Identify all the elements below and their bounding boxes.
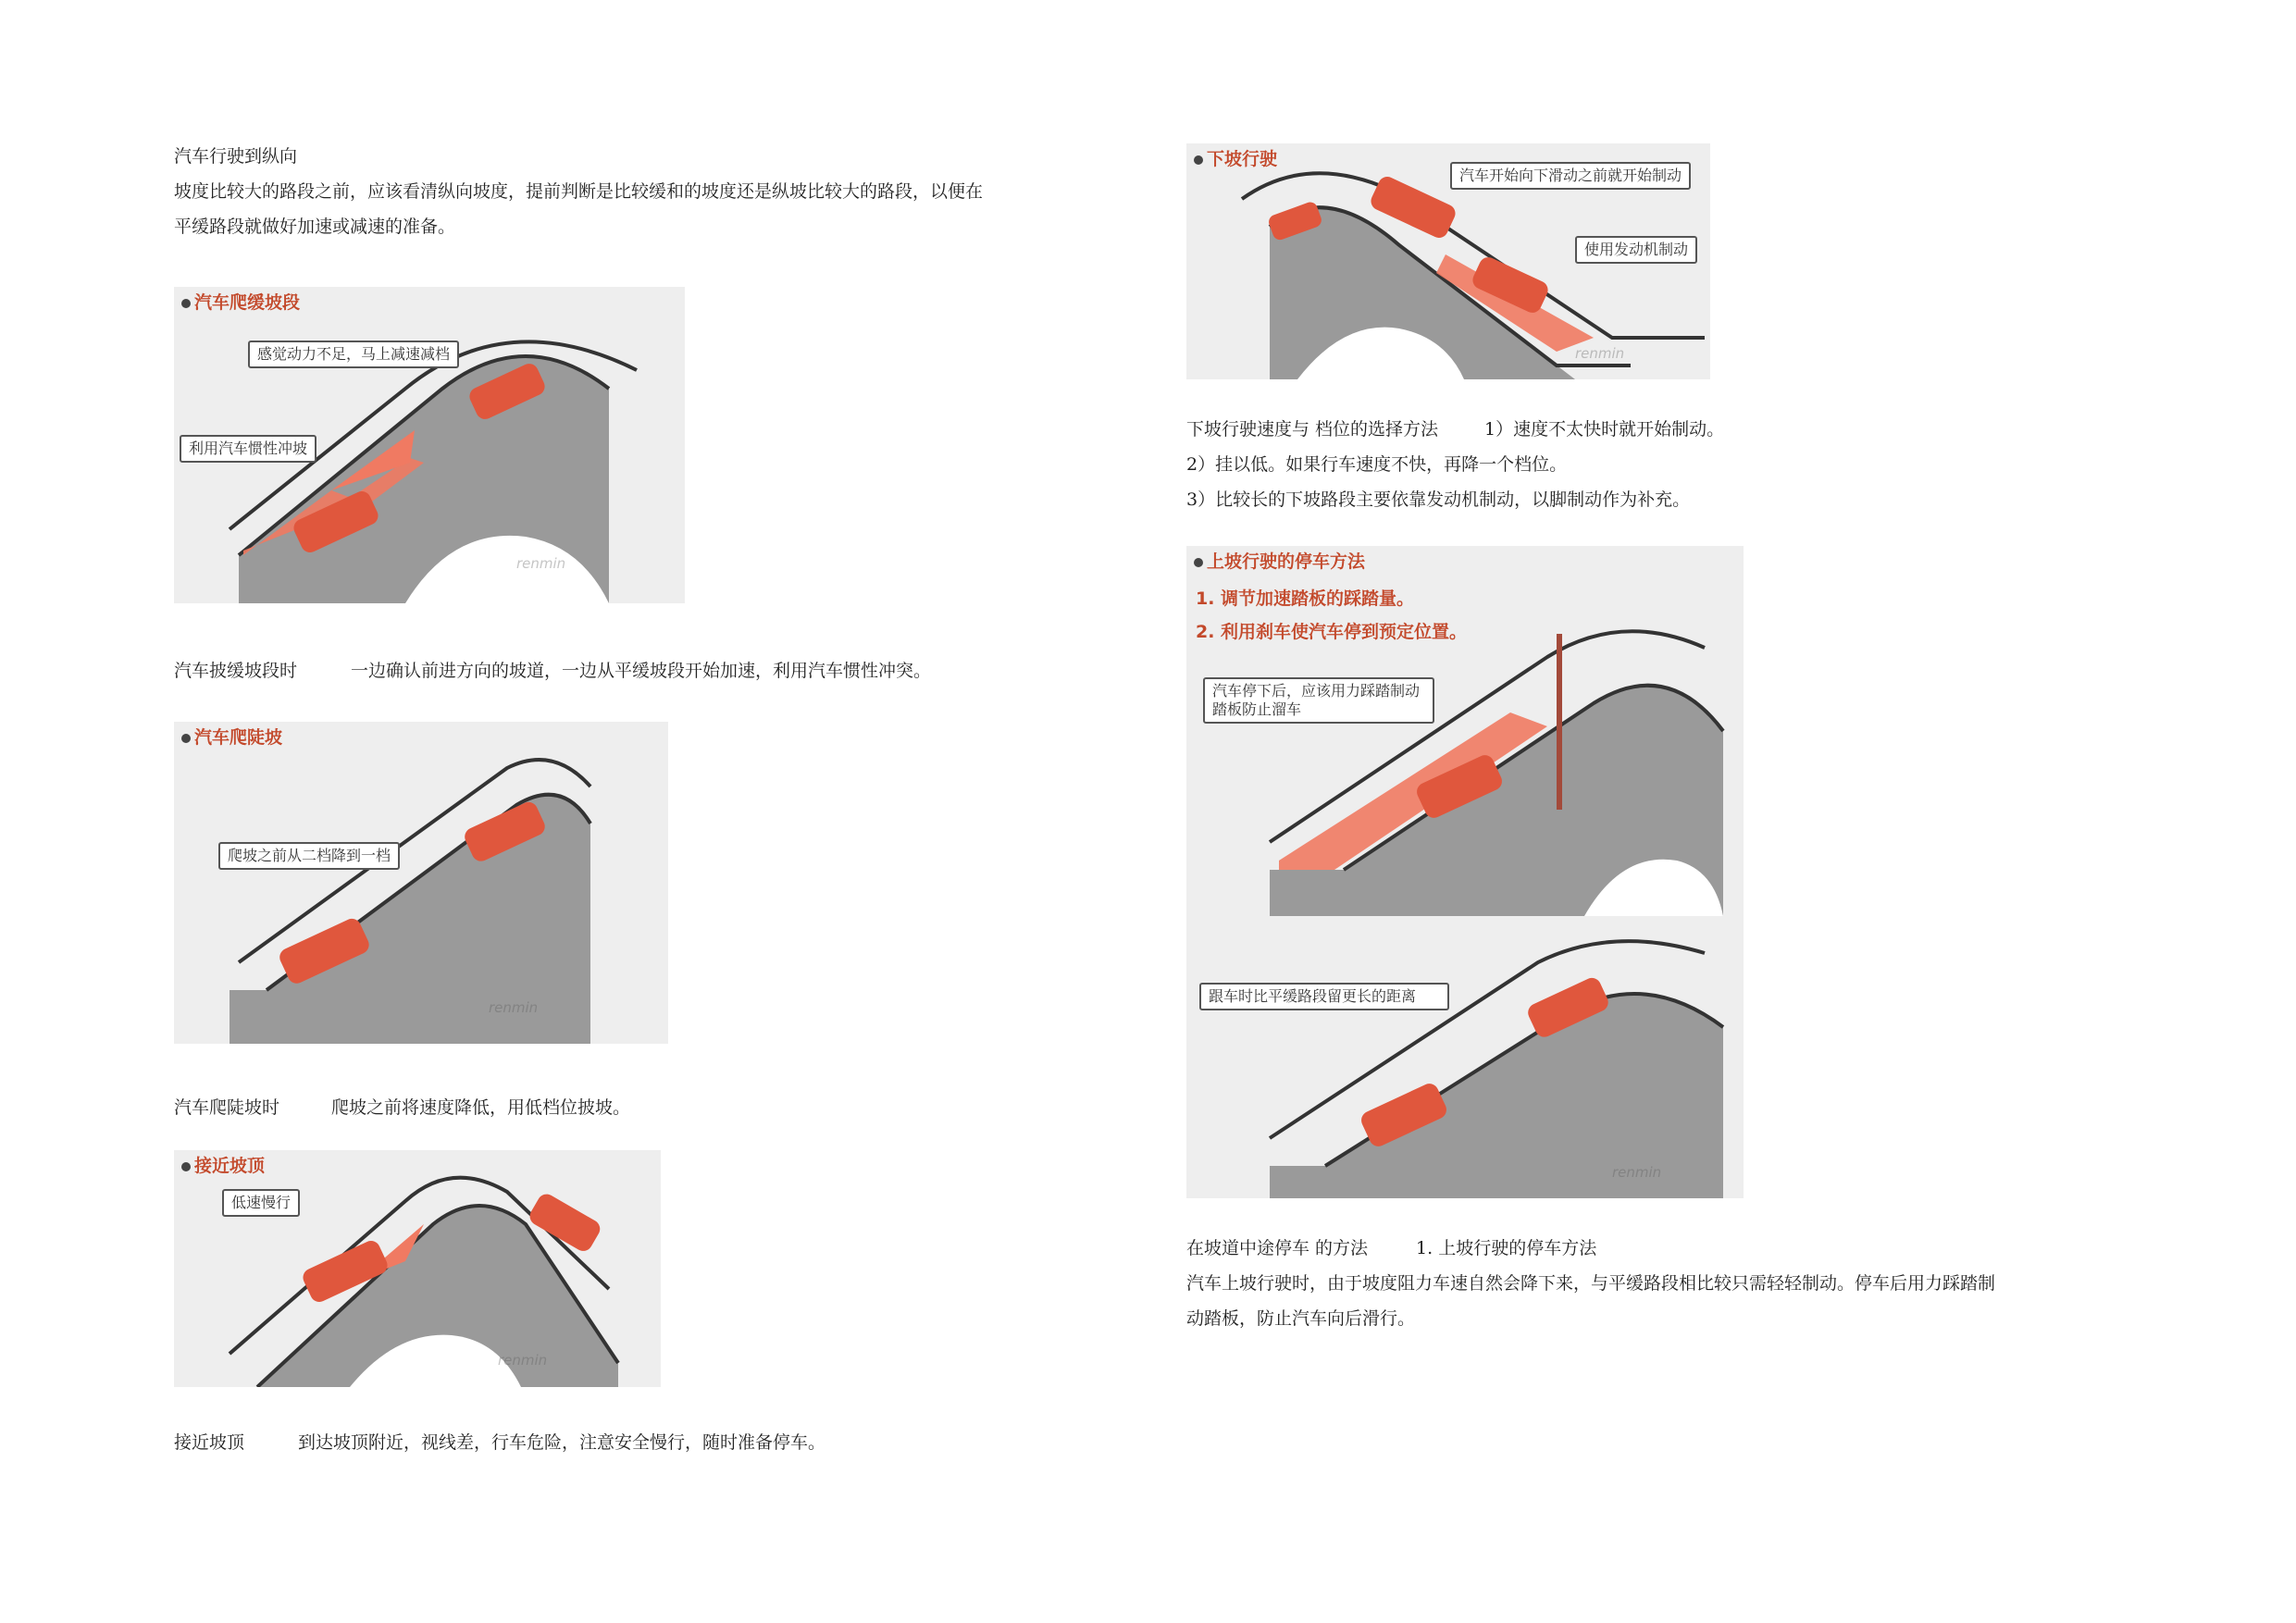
figure-uphill-stop-title: 上坡行驶的停车方法 — [1194, 548, 1365, 573]
watermark: renmin — [1612, 1164, 1662, 1181]
figure-steep-climb-title: 汽车爬陡坡 — [181, 724, 282, 749]
caption-gentle-climb: 汽车披缓坡段时 一边确认前进方向的坡道，一边从平缓坡段开始加速，利用汽车惯性冲突。 — [174, 661, 932, 681]
figure-steep-climb-art — [174, 722, 668, 1044]
figure-downhill — [1186, 143, 1710, 379]
callout-engine-brake: 使用发动机制动 — [1575, 236, 1697, 264]
figure-approach-crest-title: 接近坡顶 — [181, 1152, 265, 1177]
watermark: renmin — [498, 1352, 548, 1369]
callout-slow: 低速慢行 — [222, 1189, 300, 1217]
watermark: renmin — [1575, 345, 1625, 362]
caption-approach-crest: 接近坡顶 到达坡顶附近，视线差，行车危险，注意安全慢行，随时准备停车。 — [174, 1432, 826, 1453]
callout-hold-brake: 汽车停下后，应该用力踩踏制动踏板防止溜车 — [1203, 677, 1434, 724]
uphill-stop-step-2: 2. 利用刹车使汽车停到预定位置。 — [1196, 622, 1468, 642]
heading: 汽车行驶到纵向 — [174, 146, 298, 167]
uphill-stop-text-1: 汽车上坡行驶时，由于坡度阻力车速自然会降下来，与平缓路段相比较只需轻轻制动。停车后用力踩踏制 — [1186, 1273, 1996, 1294]
callout-downshift: 感觉动力不足，马上减速减档 — [248, 341, 459, 368]
caption-downhill: 下坡行驶速度与 档位的选择方法 1）速度不太快时就开始制动。 — [1186, 419, 1725, 440]
callout-gear-down: 爬坡之前从二档降到一档 — [218, 842, 400, 870]
downhill-item-3: 3）比较长的下坡路段主要依靠发动机制动，以脚制动作为补充。 — [1186, 489, 1691, 510]
caption-steep-climb: 汽车爬陡坡时 爬坡之前将速度降低，用低档位披坡。 — [174, 1097, 631, 1118]
watermark: renmin — [489, 999, 539, 1016]
figure-steep-climb — [174, 722, 668, 1044]
intro-line-2: 平缓路段就做好加速或减速的准备。 — [174, 217, 456, 237]
uphill-stop-step-1: 1. 调节加速踏板的踩踏量。 — [1196, 588, 1415, 609]
figure-approach-crest — [174, 1150, 661, 1387]
figure-downhill-title: 下坡行驶 — [1194, 145, 1277, 170]
figure-approach-crest-art — [174, 1150, 661, 1387]
callout-momentum: 利用汽车惯性冲坡 — [180, 435, 316, 463]
callout-keep-distance: 跟车时比平缓路段留更长的距离 — [1199, 983, 1449, 1010]
caption-uphill-stop: 在坡道中途停车 的方法 1. 上坡行驶的停车方法 — [1186, 1238, 1597, 1258]
figure-gentle-climb-title: 汽车爬缓坡段 — [181, 289, 300, 314]
intro-line-1: 坡度比较大的路段之前，应该看清纵向坡度，提前判断是比较缓和的坡度还是纵坡比较大的路段，以便在 — [174, 181, 984, 202]
figure-gentle-climb — [174, 287, 685, 603]
figure-uphill-stop-art — [1186, 546, 1744, 1198]
uphill-stop-text-2: 动踏板，防止汽车向后滑行。 — [1186, 1308, 1416, 1329]
downhill-item-2: 2）挂以低。如果行车速度不快，再降一个档位。 — [1186, 454, 1568, 475]
watermark: renmin — [516, 555, 566, 572]
callout-brake-early: 汽车开始向下滑动之前就开始制动 — [1450, 162, 1691, 190]
figure-uphill-stop — [1186, 546, 1744, 1198]
